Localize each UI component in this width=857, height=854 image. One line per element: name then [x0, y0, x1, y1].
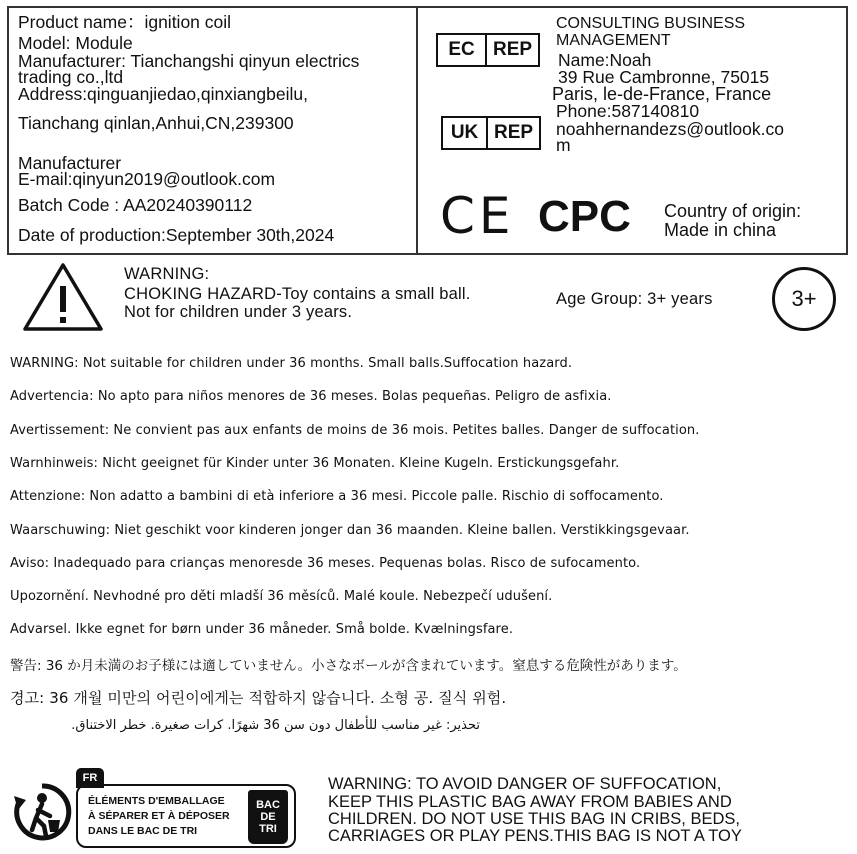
ec-rep-symbol — [436, 33, 540, 67]
triman-bin-icon — [248, 790, 288, 844]
warning-cs: Upozornění. Nevhodné pro děti mladší 36 měsíců. Malé koule. Nebezpečí udušení. — [10, 589, 553, 604]
warning-ar: تحذير: غير مناسب للأطفال دون سن 36 شهرًا. كرات صغيرة. خطر الاختناق. — [71, 718, 480, 733]
uk-rep-left: UK — [443, 118, 488, 148]
rep-email-line1: noahhernandezs@outlook.co — [556, 119, 784, 139]
triman-text-line1: ÉLÉMENTS D'EMBALLAGE — [88, 795, 225, 807]
warning-ko: 경고: 36 개월 미만의 어린이에게는 적합하지 않습니다. 소형 공. 질식 위험. — [10, 689, 507, 707]
country-of-origin-label: Country of origin: — [664, 201, 802, 221]
warning-es: Advertencia: No apto para niños menores de 36 meses. Bolas pequeñas. Peligro de asfixia. — [10, 389, 612, 404]
rep-phone: Phone:587140810 — [556, 101, 700, 121]
age-badge-text: 3+ — [791, 286, 817, 311]
rep-email-line2: m — [556, 135, 571, 155]
address-line2: Tianchang qinlan,Anhui,CN,239300 — [18, 113, 294, 133]
triman-bin-line3: TRI — [259, 823, 277, 835]
batch-code: Batch Code : AA20240390112 — [18, 195, 253, 215]
uk-rep-symbol — [441, 116, 541, 150]
warning-da: Advarsel. Ikke egnet for børn under 36 måneder. Små bolde. Kvælningsfare. — [10, 622, 514, 637]
ce-mark: CE — [440, 187, 515, 245]
rep-city: Paris, le-de-France, France — [552, 84, 772, 104]
triman-logo — [8, 768, 298, 850]
warning-triangle-icon — [22, 262, 104, 332]
cpc-mark: CPC — [538, 192, 631, 241]
warning-en: WARNING: Not suitable for children under 36 months. Small balls.Suffocation hazard. — [10, 356, 573, 371]
company-name-line2: MANAGEMENT — [556, 32, 671, 49]
warning-it: Attenzione: Non adatto a bambini di età inferiore a 36 mesi. Piccole palle. Rischio di soffocamento. — [10, 489, 664, 504]
country-of-origin-value: Made in china — [664, 220, 777, 240]
age-badge — [772, 267, 836, 331]
manufacturer-name-line2: trading co.,ltd — [18, 67, 124, 87]
age-restriction-text: Not for children under 3 years. — [124, 303, 353, 321]
rep-street: 39 Rue Cambronne, 75015 — [558, 67, 770, 87]
manufacturer-name-line1: Manufacturer: Tianchangshi qinyun electrics — [18, 51, 360, 71]
triman-text-line2: À SÉPARER ET À DÉPOSER — [88, 810, 230, 822]
uk-rep-right: REP — [494, 122, 534, 143]
warning-ja: 警告: 36 か月未満のお子様には適していません。小さなボールが含まれています。窒息する危険性があります。 — [10, 658, 687, 674]
rep-name: Name:Noah — [558, 50, 652, 70]
manufacturer-label: Manufacturer — [18, 153, 122, 173]
date-of-production: Date of production:September 30th,2024 — [18, 225, 335, 245]
choking-hazard-text: CHOKING HAZARD-Toy contains a small ball. — [124, 285, 471, 303]
triman-recycle-icon — [12, 782, 72, 842]
triman-bin-line2: DE — [260, 811, 276, 823]
manufacturer-email: E-mail:qinyun2019@outlook.com — [18, 169, 276, 189]
ec-rep-right: REP — [492, 39, 533, 60]
product-name: Product name：ignition coil — [18, 12, 232, 32]
warning-pt: Aviso: Inadequado para crianças menoresde 36 meses. Pequenas bolas. Risco de sufocamento. — [10, 556, 641, 571]
warning-de: Warnhinweis: Nicht geeignet für Kinder unter 36 Monaten. Kleine Kugeln. Erstickungsgefahr. — [10, 456, 620, 471]
address-line1: Address:qinguanjiedao,qinxiangbeilu, — [18, 84, 308, 104]
ec-rep-left: EC — [438, 35, 487, 65]
triman-bin-line1: BAC — [256, 799, 280, 811]
warning-nl: Waarschuwing: Niet geschikt voor kinderen jonger dan 36 maanden. Kleine ballen. Verstikkingsgevaar. — [10, 523, 690, 538]
triman-country-tab — [76, 768, 104, 788]
bag-warning-line3: CHILDREN. DO NOT USE THIS BAG IN CRIBS, BEDS, — [328, 810, 740, 828]
triman-text-line3: DANS LE BAC DE TRI — [88, 825, 198, 837]
warning-fr: Avertissement: Ne convient pas aux enfants de moins de 36 mois. Petites balles. Danger de suffocation. — [10, 423, 700, 438]
bag-warning-line2: KEEP THIS PLASTIC BAG AWAY FROM BABIES AND — [328, 793, 732, 811]
warning-title: WARNING: — [124, 265, 210, 283]
bag-warning-line1: WARNING: TO AVOID DANGER OF SUFFOCATION, — [328, 775, 722, 793]
age-group: Age Group: 3+ years — [556, 290, 713, 308]
bag-warning-line4: CARRIAGES OR PLAY PENS.THIS BAG IS NOT A TOY — [328, 827, 742, 845]
model: Model: Module — [18, 33, 133, 53]
triman-country: FR — [82, 772, 98, 784]
company-name-line1: CONSULTING BUSINESS — [556, 15, 746, 32]
